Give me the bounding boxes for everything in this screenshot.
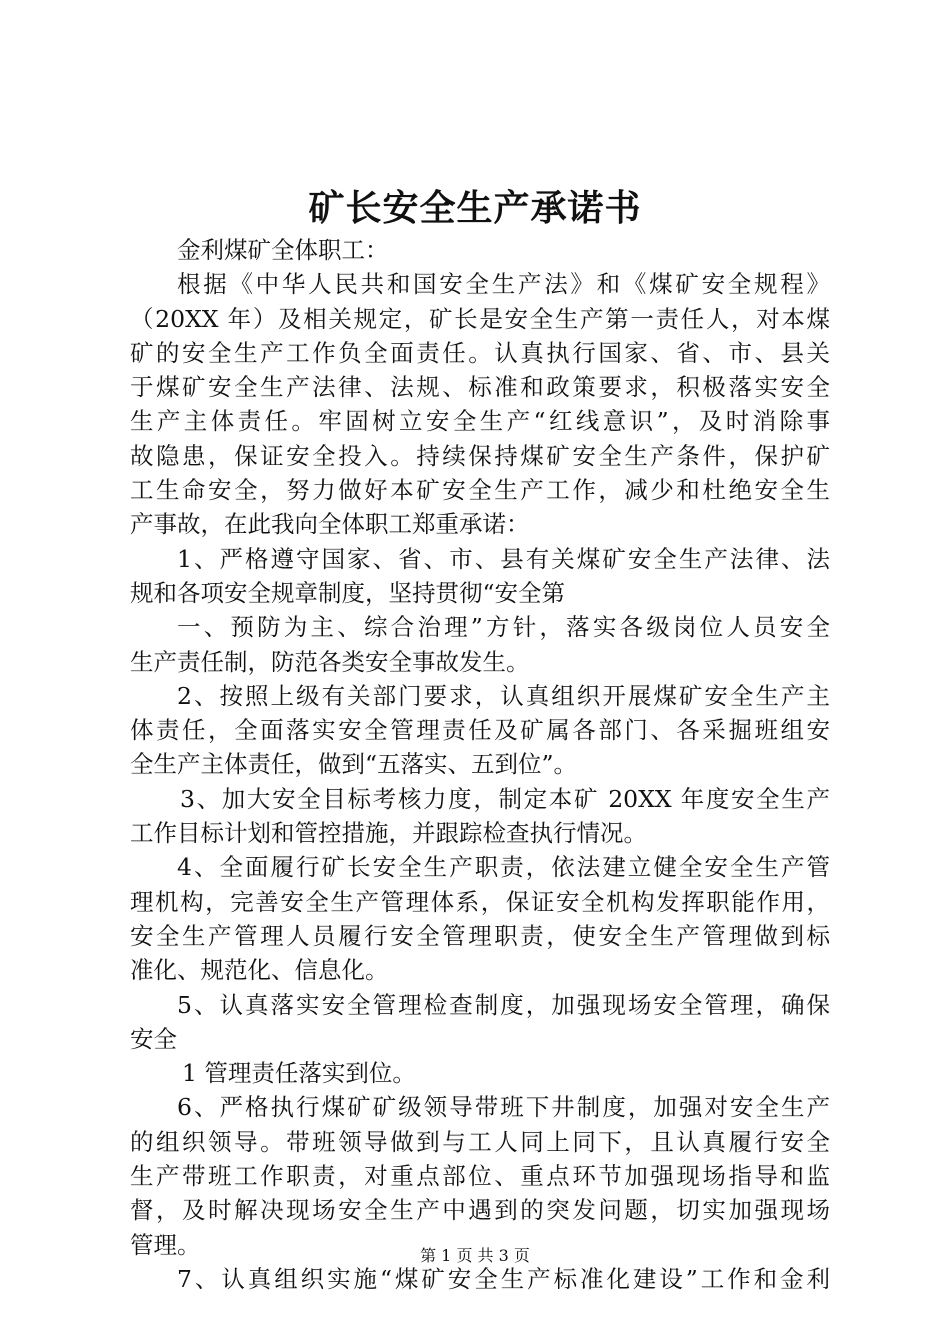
commitment-item-3: 3、加大安全目标考核力度，制定本矿 20XX 年度安全生产: [180, 784, 830, 813]
paragraph-line: 安全生产管理人员履行安全管理职责，使安全生产管理做到标: [130, 921, 830, 950]
commitment-item-6: 6、严格执行煤矿矿级领导带班下井制度，加强对安全生产: [177, 1093, 830, 1122]
paragraph-line: 1 管理责任落实到位。: [182, 1059, 416, 1088]
paragraph-line: 准化、规范化、信息化。: [130, 956, 389, 985]
commitment-item-2: 2、按照上级有关部门要求，认真组织开展煤矿安全生产主: [177, 681, 830, 710]
paragraph-line: 矿的安全生产工作负全面责任。认真执行国家、省、市、县关: [130, 338, 830, 367]
paragraph-line: 工生命安全，努力做好本矿安全生产工作，减少和杜绝安全生: [130, 476, 830, 505]
commitment-item-7: 7、认真组织实施“煤矿安全生产标准化建设”工作和金利: [177, 1264, 830, 1293]
paragraph-line: 产事故，在此我向全体职工郑重承诺：: [130, 510, 530, 539]
paragraph-line: 督，及时解决现场安全生产中遇到的突发问题，切实加强现场: [130, 1196, 830, 1225]
paragraph-line: 全生产主体责任，做到“五落实、五到位”。: [130, 750, 578, 779]
document-body: [130, 233, 830, 1296]
paragraph-line: 生产带班工作职责，对重点部位、重点环节加强现场指导和监: [130, 1162, 830, 1191]
salutation: 金利煤矿全体职工：: [177, 236, 389, 264]
paragraph-line: 生产主体责任。牢固树立安全生产“红线意识”，及时消除事: [130, 407, 830, 436]
commitment-item-5: 5、认真落实安全管理检查制度，加强现场安全管理，确保: [177, 990, 830, 1019]
paragraph-line: 安全: [130, 1024, 177, 1053]
paragraph-line: 的组织领导。带班领导做到与工人同上同下，且认真履行安全: [130, 1127, 830, 1156]
paragraph-line: 管理。: [130, 1230, 201, 1259]
paragraph-line: 生产责任制，防范各类安全事故发生。: [130, 647, 530, 676]
commitment-item-4: 4、全面履行矿长安全生产职责，依法建立健全安全生产管: [177, 853, 830, 882]
paragraph-line: 规和各项安全规章制度，坚持贯彻“安全第: [130, 578, 566, 607]
page-footer: 第 1 页 共 3 页: [420, 1246, 530, 1265]
paragraph-line: 故隐患，保证安全投入。持续保持煤矿安全生产条件，保护矿: [130, 441, 830, 470]
paragraph-line: 体责任，全面落实安全管理责任及矿属各部门、各采掘班组安: [130, 716, 830, 745]
commitment-item-1: 1、严格遵守国家、省、市、县有关煤矿安全生产法律、法: [177, 544, 830, 573]
paragraph-line: 根据《中华人民共和国安全生产法》和《煤矿安全规程》: [177, 270, 830, 299]
paragraph-line: 理机构，完善安全生产管理体系，保证安全机构发挥职能作用，: [130, 887, 830, 916]
document-title: 矿长安全生产承诺书: [308, 187, 642, 229]
paragraph-line: （20XX 年）及相关规定，矿长是安全生产第一责任人，对本煤: [130, 304, 830, 333]
paragraph-line: 工作目标计划和管控措施，并跟踪检查执行情况。: [130, 819, 647, 848]
paragraph-line: 于煤矿安全生产法律、法规、标准和政策要求，积极落实安全: [130, 373, 830, 402]
paragraph-line: 一、预防为主、综合治理”方针，落实各级岗位人员安全: [177, 613, 830, 642]
